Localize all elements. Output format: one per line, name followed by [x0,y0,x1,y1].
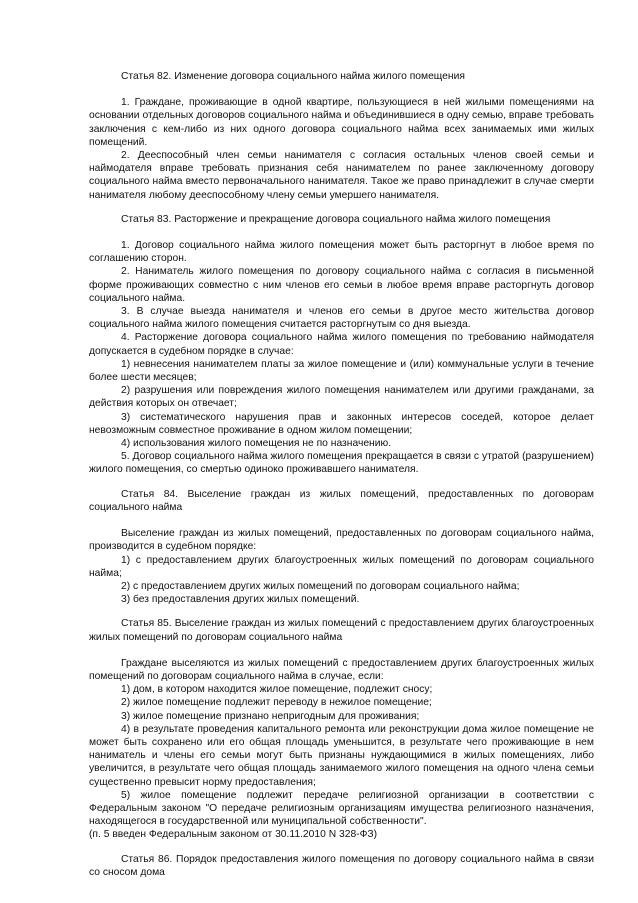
article-84-paragraph-1: Выселение граждан из жилых помещений, предоставленных по договорам социального найма, производится в судебном порядке: [89,528,594,553]
article-82-paragraph-1: 1. Граждане, проживающие в одной квартире, пользующиеся в ней жилыми помещениями на основании отдельных договоров социального найма и объединившиеся в одну семью, вправе требовать заключения с кем-либо из них одного договора социального найма всех занимаемых ими жилых помещений. [89,97,594,148]
document-page [89,70,594,879]
article-83-item-1: 1) невнесения нанимателем платы за жилое помещение и (или) коммунальные услуги в течение более шести месяцев; [89,358,594,384]
article-86-title: Статья 86. Порядок предоставления жилого помещения по договору социального найма в связи со сносом дома [89,853,594,878]
article-85-item-5: 5) жилое помещение подлежит передаче религиозной организации в соответствии с Федеральным законом "О передаче религиозным организациям имущества религиозного назначения, находящегося в государственной или муниципальной собственности". [89,789,594,828]
article-84-item-2: 2) с предоставлением других жилых помещений по договорам социального найма; [121,580,520,592]
article-83-paragraph-2: 2. Наниматель жилого помещения по договору социального найма с согласия в письменной форме проживающих совместно с ним членов его семьи в любое время вправе расторгнуть договор социального найма. [89,266,594,304]
article-83-item-4: 4) использования жилого помещения не по назначению. [121,438,392,450]
article-82-title: Статья 82. Изменение договора социального найма жилого помещения [121,71,465,82]
article-82-paragraph-2: 2. Дееспособный член семьи нанимателя с согласия остальных членов своей семьи и наймодателя вправе требовать признания себя нанимателем по ранее заключенному договору социального найма вместо первоначального нанимателя. Такое же право принадлежит в случае смерти нанимателя любому дееспособному члену семьи умершего нанимателя. [89,150,594,201]
article-83-paragraph-3: 3. В случае выезда нанимателя и членов его семьи в другое место жительства договор социального найма жилого помещения считается расторгнутым со дня выезда. [89,306,594,331]
article-83-item-2: 2) разрушения или повреждения жилого помещения нанимателем или другими гражданами, за действия которых он отвечает; [89,385,594,410]
article-84-item-1: 1) с предоставлением других благоустроенных жилых помещений по договорам социального найма; [89,554,594,579]
article-85-title: Статья 85. Выселение граждан из жилых помещений с предоставлением других благоустроенных жилых помещений по договорам социального найма [89,618,594,643]
article-83-paragraph-1: 1. Договор социального найма жилого помещения может быть расторгнут в любое время по соглашению сторон. [89,240,594,265]
article-84-item-3: 3) без предоставления других жилых помещений. [121,594,360,606]
article-85-item-4: 4) в результате проведения капитального ремонта или реконструкции дома жилое помещение не может быть сохранено или его общая площадь уменьшится, в результате чего проживающие в нем наниматель и члены его семьи могут быть признаны нуждающимися в жилых помещениях, либо увеличится, в результате чего общая площадь занимаемого жилого помещения на одного члена семьи существенно превысит норму предоставления; [89,723,594,788]
article-85-paragraph-1: Граждане выселяются из жилых помещений с предоставлением других благоустроенных жилых помещений по договорам социального найма в случае, если: [89,657,594,682]
article-83-item-3: 3) систематического нарушения прав и законных интересов соседей, которое делает невозможным совместное проживание в одном жилом помещении; [89,411,594,436]
article-85-note: (п. 5 введен Федеральным законом от 30.11.2010 N 328-ФЗ) [89,829,378,841]
article-83-paragraph-4: 4. Расторжение договора социального найма жилого помещения по требованию наймодателя допускается в судебном порядке в случае: [89,332,594,357]
article-83-paragraph-5: 5. Договор социального найма жилого помещения прекращается в связи с утратой (разрушением) жилого помещения, со смертью одиноко проживавшего нанимателя. [89,451,594,476]
article-85-item-3: 3) жилое помещение признано непригодным для проживания; [121,710,420,722]
article-85-item-2: 2) жилое помещение подлежит переводу в нежилое помещение; [121,697,432,709]
article-83-title: Статья 83. Расторжение и прекращение договора социального найма жилого помещения [121,213,551,225]
article-84-title: Статья 84. Выселение граждан из жилых помещений, предоставленных по договорам социального найма [89,488,594,513]
article-85-item-1: 1) дом, в котором находится жилое помещение, подлежит сносу; [121,684,433,696]
